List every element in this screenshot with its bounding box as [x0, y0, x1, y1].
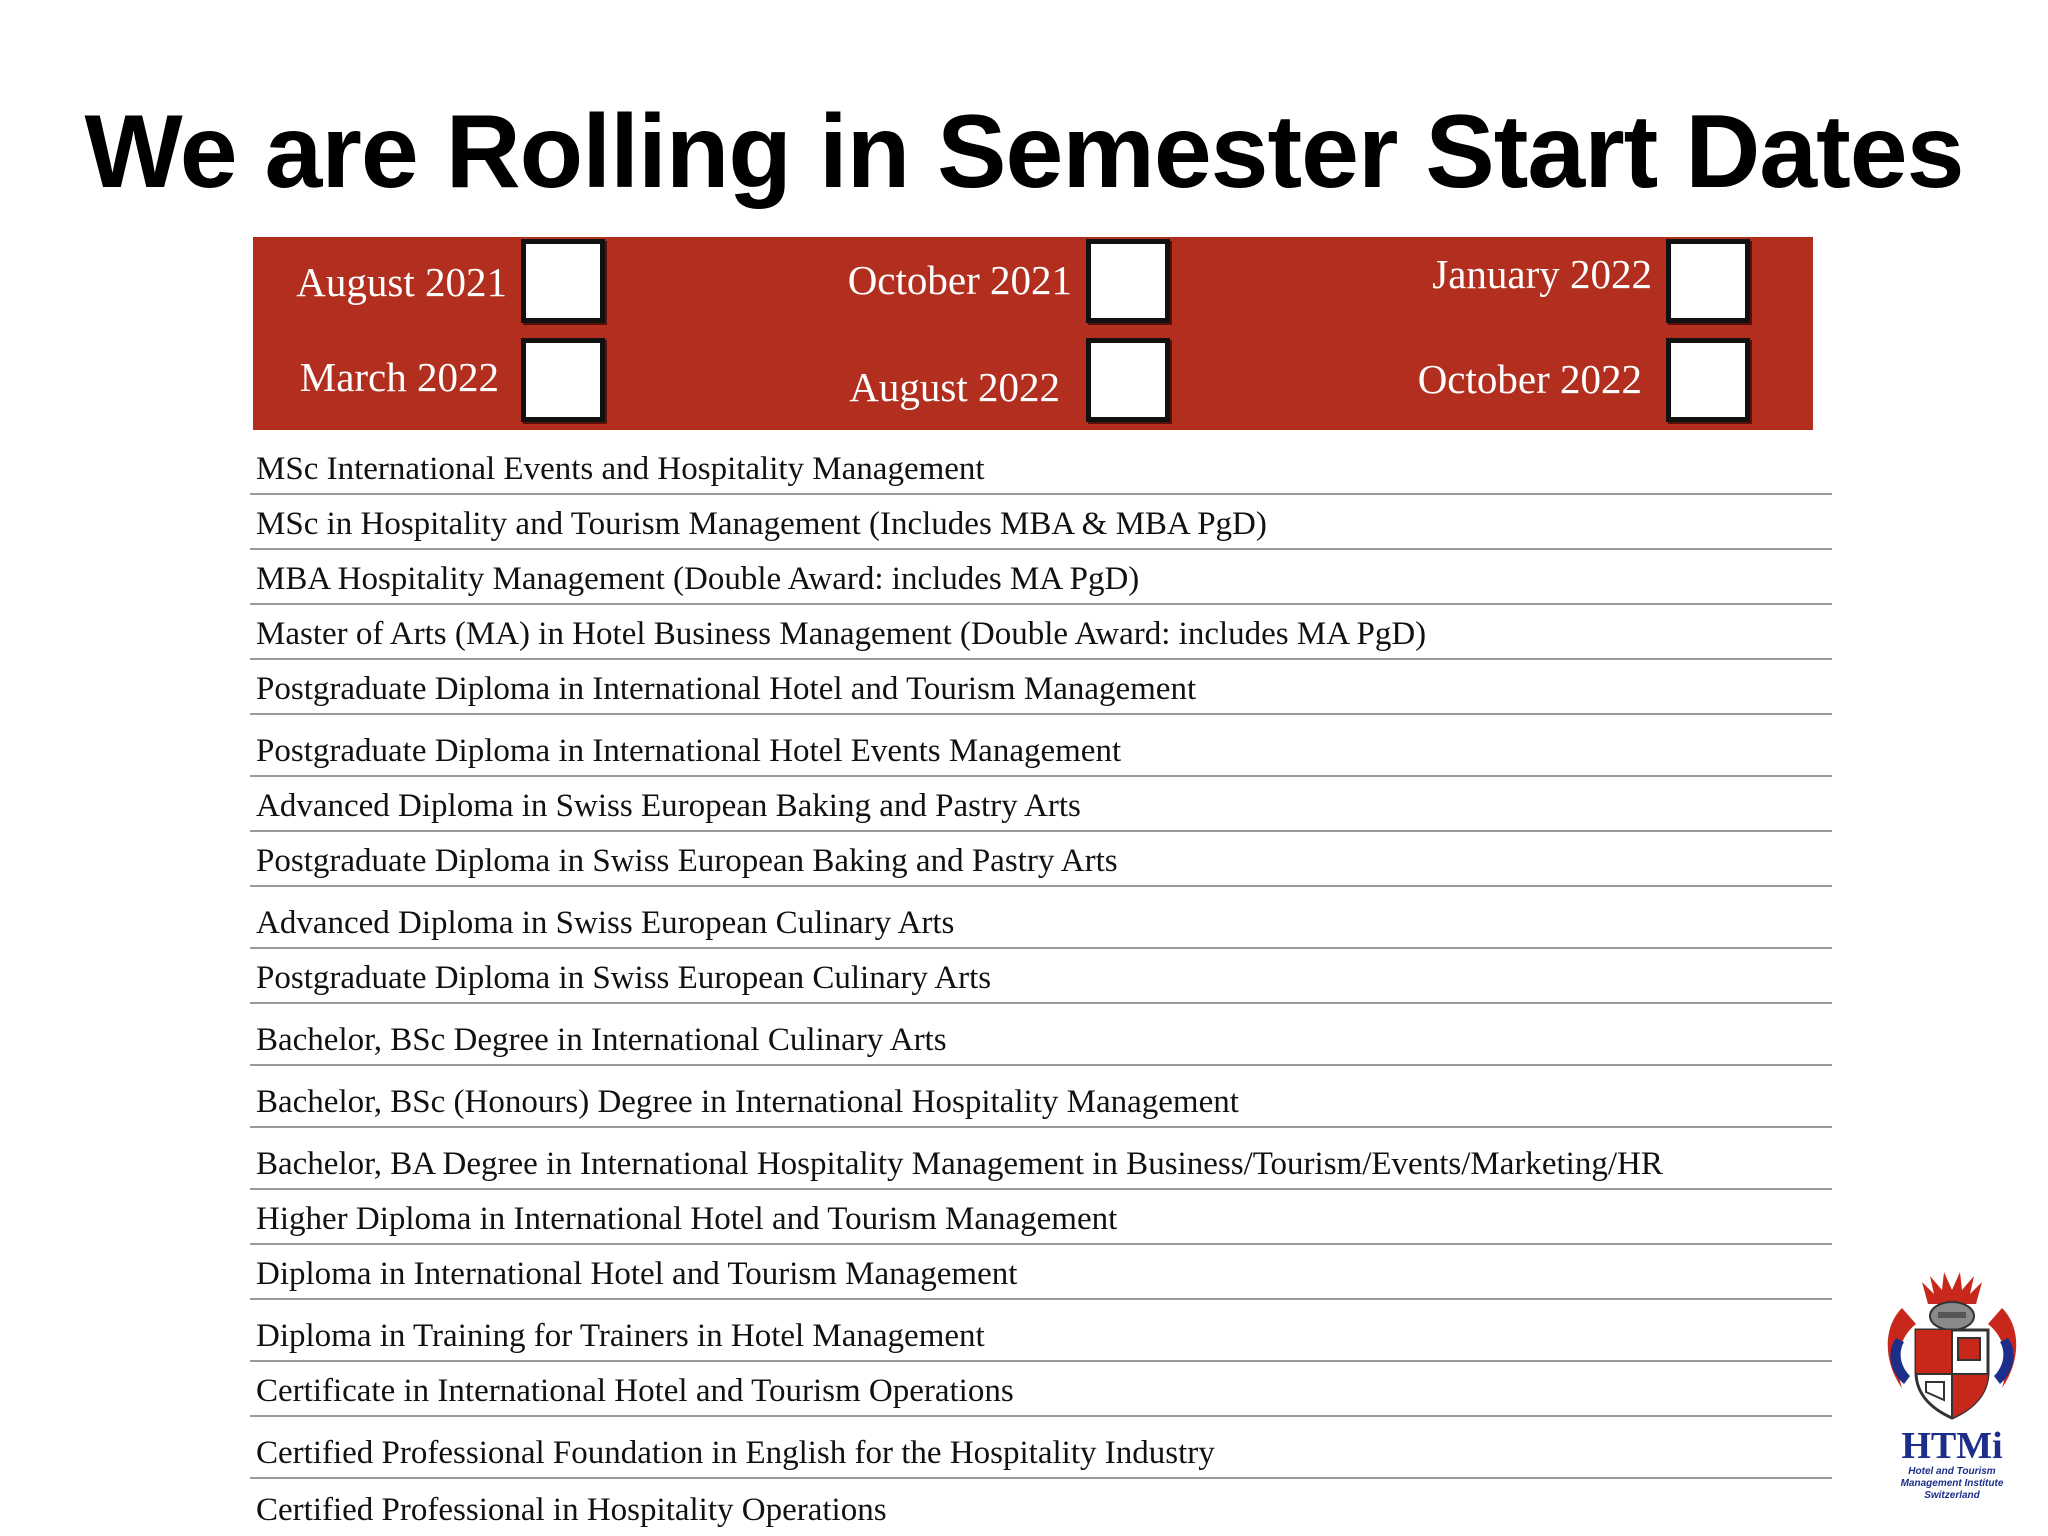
- program-row: [250, 1128, 1832, 1190]
- program-label: Postgraduate Diploma in Swiss European Culinary Arts: [256, 960, 992, 996]
- program-row: [250, 1417, 1832, 1479]
- start-date-label: January 2022: [1432, 251, 1652, 297]
- program-label: Postgraduate Diploma in International Hotel and Tourism Management: [256, 671, 1197, 707]
- logo-subtitle-line: Hotel and Tourism: [1908, 1466, 1996, 1477]
- program-row: [250, 949, 1832, 1004]
- program-list: [250, 440, 1832, 1534]
- program-row: [250, 495, 1832, 550]
- logo-subtitle: [1872, 1466, 2032, 1502]
- program-row: [250, 777, 1832, 832]
- start-date-checkbox[interactable]: [1666, 239, 1750, 323]
- start-dates-panel: [253, 237, 1813, 430]
- logo-name: HTMi: [1901, 1425, 2003, 1467]
- program-row: [250, 1066, 1832, 1128]
- program-label: Certificate in International Hotel and Tourism Operations: [256, 1373, 1014, 1409]
- program-label: MBA Hospitality Management (Double Award: includes MA PgD): [256, 561, 1140, 597]
- program-label: Bachelor, BSc (Honours) Degree in International Hospitality Management: [256, 1084, 1239, 1120]
- program-label: Master of Arts (MA) in Hotel Business Management (Double Award: includes MA PgD): [256, 616, 1427, 652]
- logo-subtitle-line: Switzerland: [1924, 1490, 1980, 1501]
- program-row: [250, 1245, 1832, 1300]
- program-label: Higher Diploma in International Hotel and Tourism Management: [256, 1201, 1118, 1237]
- program-row: [250, 887, 1832, 949]
- start-date-label: October 2021: [847, 257, 1072, 303]
- program-row: [250, 660, 1832, 715]
- program-label: MSc in Hospitality and Tourism Management (Includes MBA & MBA PgD): [256, 506, 1267, 542]
- start-date-label: March 2022: [299, 354, 499, 400]
- program-row: [250, 550, 1832, 605]
- start-date-label: August 2022: [849, 364, 1060, 410]
- program-row: [250, 715, 1832, 777]
- program-label: Advanced Diploma in Swiss European Culinary Arts: [256, 905, 955, 941]
- start-date-label: October 2022: [1417, 356, 1642, 402]
- program-label: Diploma in International Hotel and Tourism Management: [256, 1256, 1018, 1292]
- program-row: [250, 605, 1832, 660]
- program-label: Certified Professional in Hospitality Operations: [256, 1492, 887, 1528]
- program-label: Certified Professional Foundation in English for the Hospitality Industry: [256, 1435, 1215, 1471]
- program-label: Bachelor, BA Degree in International Hospitality Management in Business/Tourism/Events/Marketing/HR: [256, 1146, 1663, 1182]
- start-date-october-2022: [253, 338, 1750, 422]
- program-label: Postgraduate Diploma in Swiss European Baking and Pastry Arts: [256, 843, 1118, 879]
- program-row: [250, 832, 1832, 887]
- program-row: [250, 1362, 1832, 1417]
- start-date-label: August 2021: [296, 259, 507, 305]
- htmi-logo: [1872, 1268, 2032, 1508]
- program-row: [250, 440, 1832, 495]
- crest-icon: [1872, 1268, 2032, 1428]
- program-label: Diploma in Training for Trainers in Hotel Management: [256, 1318, 985, 1354]
- program-row: [250, 1004, 1832, 1066]
- start-date-checkbox[interactable]: [1666, 338, 1750, 422]
- program-label: Advanced Diploma in Swiss European Baking and Pastry Arts: [256, 788, 1081, 824]
- program-row: [250, 1479, 1832, 1534]
- program-label: Postgraduate Diploma in International Hotel Events Management: [256, 733, 1122, 769]
- slide-title: We are Rolling in Semester Start Dates: [84, 94, 1964, 210]
- program-label: Bachelor, BSc Degree in International Culinary Arts: [256, 1022, 947, 1058]
- logo-subtitle-line: Management Institute: [1900, 1478, 2004, 1489]
- start-date-january-2022: [253, 239, 1750, 323]
- program-row: [250, 1190, 1832, 1245]
- program-label: MSc International Events and Hospitality Management: [256, 451, 985, 487]
- program-row: [250, 1300, 1832, 1362]
